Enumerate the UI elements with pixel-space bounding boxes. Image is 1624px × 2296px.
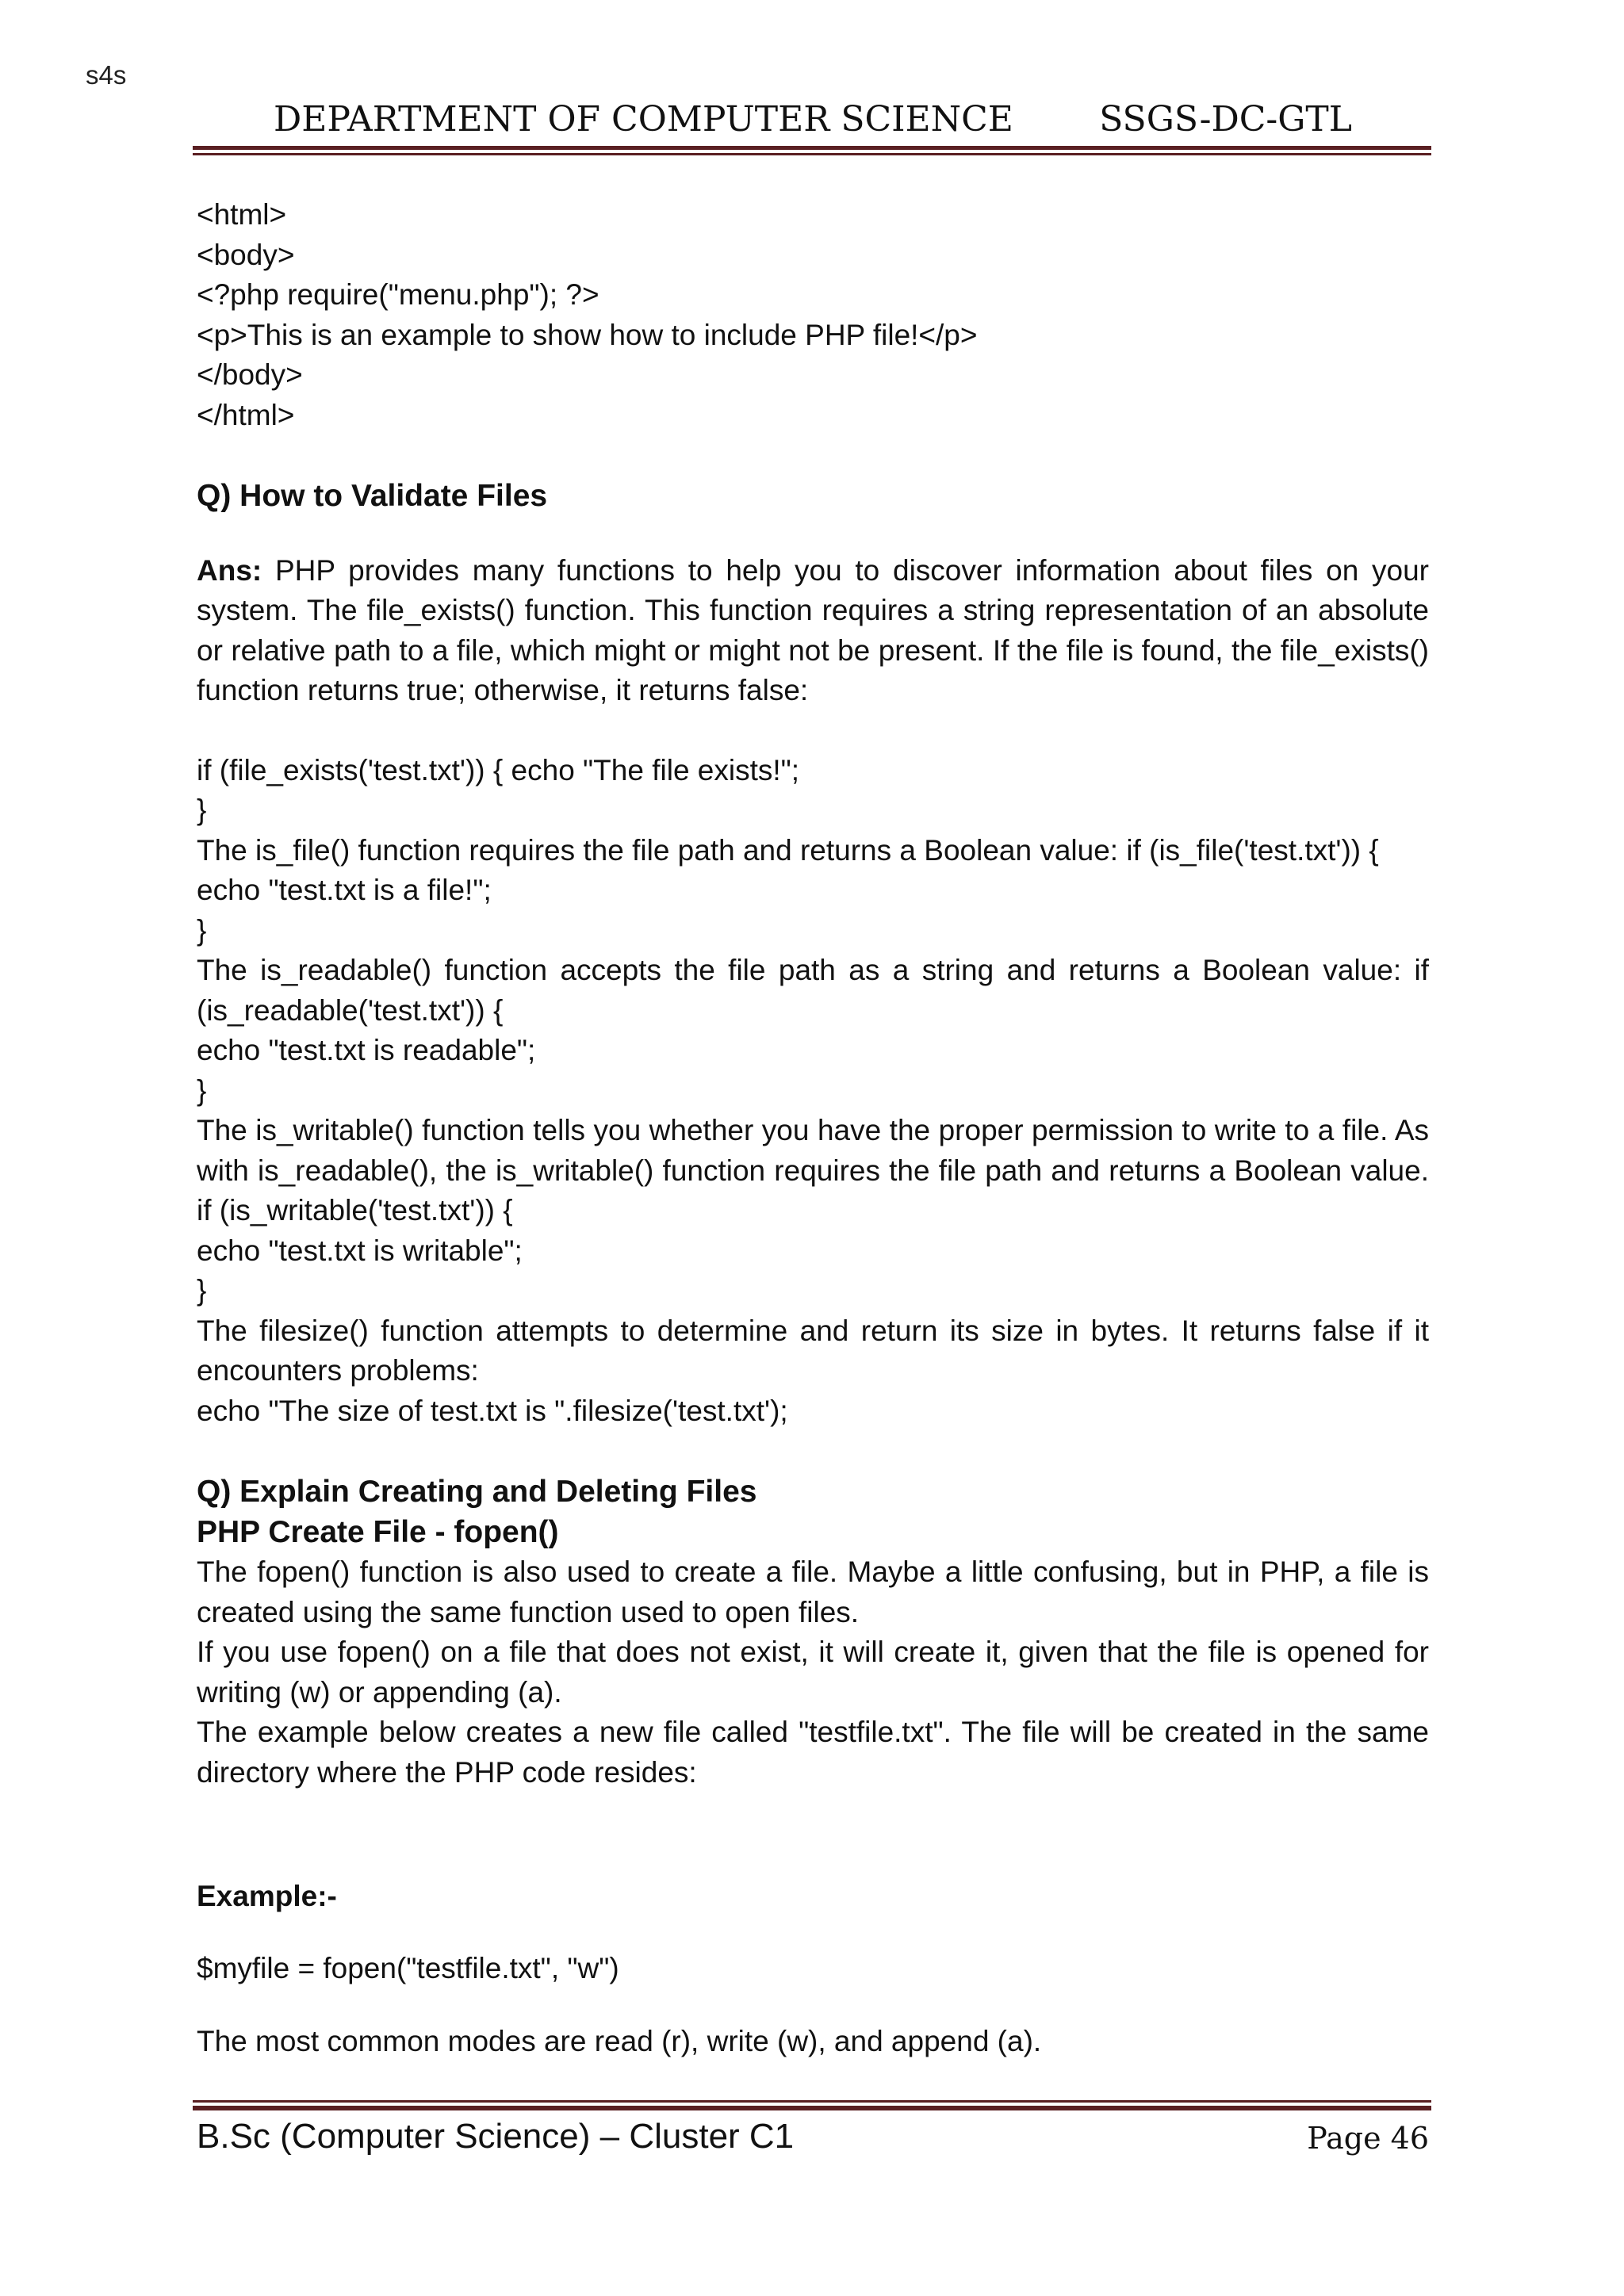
create-file-subheading: PHP Create File - fopen() (197, 1514, 559, 1549)
ans-label: Ans: (197, 553, 262, 587)
validate-heading: Q) How to Validate Files (197, 479, 548, 513)
code-line: </body> (197, 358, 303, 391)
validate-answer (197, 551, 1429, 711)
code-line: <html> (197, 198, 287, 231)
is-writable-text: The is_writable() function tells you whether you have the proper permission to write to a file. As with is_readable(), the is_writable() function requires the file path and returns a Boolean value. if (is_writable('test.txt')) { (197, 1114, 1429, 1226)
code-line: } (197, 1073, 207, 1107)
ans-text: PHP provides many functions to help you to discover information about files on your system. The file_exists() function. This function requires a string representation of an absolute or relative path to a file, which might or might not be present. If the file is found, the file_exists() function returns true; otherwise, it returns false: (197, 553, 1429, 706)
department-title: DEPARTMENT OF COMPUTER SCIENCE (274, 99, 1013, 140)
page-body (197, 195, 1429, 2062)
page-number: Page 46 (1307, 2121, 1429, 2156)
footer-course: B.Sc (Computer Science) – Cluster C1 (197, 2117, 795, 2156)
html-code-block (197, 195, 1429, 435)
code-line: echo "test.txt is readable"; (197, 1034, 536, 1066)
footer-rule-thin (193, 2100, 1431, 2103)
is-file-text: The is_file() function requires the file path and returns a Boolean value: if (is_file('test.txt')) { (197, 833, 1379, 867)
code-line: </html> (197, 398, 295, 431)
footer-rule (193, 2106, 1431, 2110)
filesize-text: The filesize() function attempts to determine and return its size in bytes. It returns false if it encounters problems: (197, 1314, 1429, 1387)
code-line: echo "test.txt is writable"; (197, 1234, 523, 1267)
code-line: if (file_exists('test.txt')) { echo "The file exists!"; (197, 753, 800, 786)
create-delete-heading: Q) Explain Creating and Deleting Files (197, 1475, 757, 1509)
header-rule (193, 146, 1431, 150)
create-para-1: The fopen() function is also used to create a file. Maybe a little confusing, but in PHP, a file is created using the same function used to open files. (197, 1556, 1429, 1628)
code-line: echo "test.txt is a file!"; (197, 874, 492, 906)
example-code: $myfile = fopen("testfile.txt", "w") (197, 1951, 619, 1984)
code-line: <p>This is an example to show how to include PHP file!</p> (197, 318, 978, 351)
code-line: echo "The size of test.txt is ".filesize('test.txt'); (197, 1394, 788, 1427)
is-readable-text: The is_readable() function accepts the file path as a string and returns a Boolean value: if (is_readable('test.txt')) { (197, 954, 1429, 1027)
header-rule-thin (193, 153, 1431, 155)
page-header (193, 99, 1431, 147)
create-para-2: If you use fopen() on a file that does not exist, it will create it, given that the file is opened for writing (w) or appending (a). (197, 1636, 1429, 1709)
code-line: } (197, 1274, 207, 1307)
college-code: SSGS-DC-GTL (1099, 99, 1352, 140)
create-para-3: The example below creates a new file called "testfile.txt". The file will be created in the same directory where the PHP code resides: (197, 1716, 1429, 1789)
code-line: } (197, 913, 207, 947)
corner-tag: s4s (86, 60, 127, 90)
example-label: Example:- (197, 1880, 337, 1912)
code-line: <?php require("menu.php"); ?> (197, 278, 599, 311)
code-line: } (197, 794, 207, 826)
code-line: <body> (197, 238, 295, 271)
modes-text: The most common modes are read (r), write (w), and append (a). (197, 2025, 1042, 2057)
validate-examples (197, 751, 1429, 1432)
